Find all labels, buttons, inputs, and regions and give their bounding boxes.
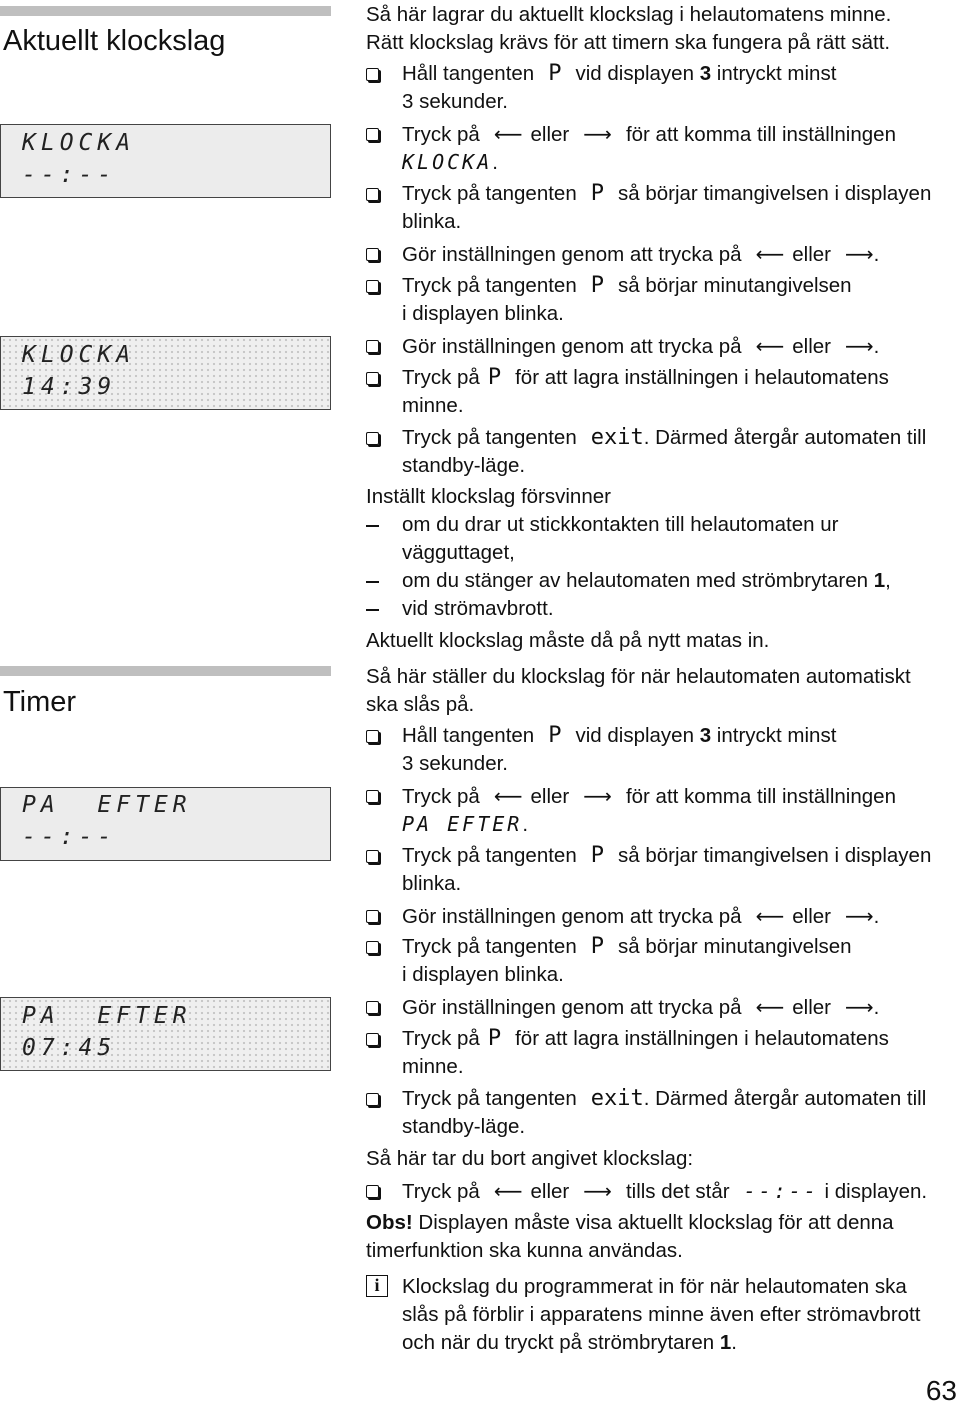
right-arrow-icon: ⟶: [845, 334, 874, 358]
clock-step-6: Gör inställningen genom att trycka på ⟵ eller ⟶.: [402, 334, 880, 358]
timer-step-8-cont: standby-läge.: [402, 1115, 526, 1138]
clock-step-1: Håll tangenten P vid displayen 3 intryckt minst: [402, 61, 837, 86]
clock-step-8-cont: standby-läge.: [402, 454, 526, 477]
clock-step-4: Gör inställningen genom att trycka på ⟵ eller ⟶.: [402, 242, 880, 266]
checkbox-icon: [366, 68, 379, 81]
display-line1: KLOCKA: [22, 342, 136, 368]
display-text-timer: PA EFTER: [402, 812, 523, 836]
page-number: 63: [925, 1375, 957, 1406]
display-line2: --:--: [22, 824, 117, 850]
timer-info-line1: Klockslag du programmerat in för när helautomaten ska: [402, 1275, 907, 1298]
timer-step-1-cont: 3 sekunder.: [402, 752, 508, 775]
right-arrow-icon: ⟶: [845, 995, 874, 1019]
left-arrow-icon: ⟵: [755, 334, 785, 358]
section-bar-timer: [0, 666, 331, 676]
right-arrow-icon: ⟶: [583, 784, 612, 808]
clock-step-5-cont: i displayen blinka.: [402, 302, 564, 325]
checkbox-icon: [366, 128, 379, 141]
checkbox-icon: [366, 1001, 379, 1014]
timer-step-3: Tryck på tangenten P så börjar timangivelsen i displayen: [402, 843, 932, 868]
left-arrow-icon: ⟵: [493, 784, 523, 808]
timer-step-1: Håll tangenten P vid displayen 3 intryckt minst: [402, 723, 837, 748]
checkbox-icon: [366, 248, 379, 261]
clock-step-7-cont: minne.: [402, 394, 464, 417]
dash-bullet: [366, 581, 379, 583]
timer-step-5-cont: i displayen blinka.: [402, 963, 564, 986]
timer-step-7-cont: minne.: [402, 1055, 464, 1078]
checkbox-icon: [366, 941, 379, 954]
checkbox-icon: [366, 1093, 379, 1106]
timer-intro-line1: Så här ställer du klockslag för när helautomaten automatiskt: [366, 665, 911, 688]
timer-remove-step: Tryck på ⟵ eller ⟶ tills det står --:-- i displayen.: [402, 1179, 928, 1203]
clock-intro-line1: Så här lagrar du aktuellt klockslag i helautomatens minne.: [366, 3, 892, 26]
timer-step-3-cont: blinka.: [402, 872, 462, 895]
clock-step-5: Tryck på tangenten P så börjar minutangivelsen: [402, 273, 852, 298]
display-clock-unset: [0, 124, 331, 198]
checkbox-icon: [366, 188, 379, 201]
p-key-icon: P: [487, 1026, 502, 1051]
clock-lost-2: om du stänger av helautomaten med strömbrytaren 1,: [402, 569, 891, 592]
timer-info-line3: och när du tryckt på strömbrytaren 1.: [402, 1331, 737, 1354]
p-key-icon: P: [590, 273, 604, 298]
display-line1: PA EFTER: [22, 1003, 192, 1029]
timer-step-5: Tryck på tangenten P så börjar minutangivelsen: [402, 934, 852, 959]
timer-remove-heading: Så här tar du bort angivet klockslag:: [366, 1147, 694, 1170]
checkbox-icon: [366, 730, 379, 743]
timer-step-8: Tryck på tangenten exit. Därmed återgår automaten till: [402, 1086, 927, 1111]
timer-obs-line2: timerfunktion ska kunna användas.: [366, 1239, 683, 1262]
checkbox-icon: [366, 372, 379, 385]
clock-step-3-cont: blinka.: [402, 210, 462, 233]
clock-step-8: Tryck på tangenten exit. Därmed återgår automaten till: [402, 425, 927, 450]
obs-label: Obs!: [366, 1211, 413, 1234]
clock-step-2: Tryck på ⟵ eller ⟶ för att komma till inställningen: [402, 122, 896, 146]
clock-lost-footer: Aktuellt klockslag måste då på nytt matas in.: [366, 629, 770, 652]
checkbox-icon: [366, 910, 379, 923]
timer-step-7: Tryck på P för att lagra inställningen i helautomatens: [402, 1026, 889, 1051]
timer-obs-line1: Obs! Displayen måste visa aktuellt klockslag för att denna: [366, 1211, 894, 1234]
display-text-blank: --:--: [743, 1179, 819, 1203]
display-clock-set: [0, 336, 331, 410]
p-key-icon: P: [590, 934, 604, 959]
checkbox-icon: [366, 1033, 379, 1046]
display-line2: 14:39: [22, 374, 117, 400]
display-line1: KLOCKA: [22, 130, 136, 156]
heading-timer: Timer: [3, 686, 77, 718]
left-arrow-icon: ⟵: [755, 904, 785, 928]
timer-step-6: Gör inställningen genom att trycka på ⟵ eller ⟶.: [402, 995, 880, 1019]
p-key-icon: P: [548, 61, 562, 86]
display-line2: 07:45: [22, 1035, 117, 1061]
clock-lost-1-cont: vägguttaget,: [402, 541, 515, 564]
timer-step-2: Tryck på ⟵ eller ⟶ för att komma till inställningen: [402, 784, 896, 808]
clock-step-7: Tryck på P för att lagra inställningen i helautomatens: [402, 365, 889, 390]
clock-lost-1: om du drar ut stickkontakten till helautomaten ur: [402, 513, 839, 536]
p-key-icon: P: [590, 181, 604, 206]
clock-lost-heading: Inställt klockslag försvinner: [366, 485, 611, 508]
clock-step-1-cont: 3 sekunder.: [402, 90, 508, 113]
info-icon: i: [366, 1275, 388, 1297]
left-arrow-icon: ⟵: [755, 995, 785, 1019]
right-arrow-icon: ⟶: [845, 242, 874, 266]
timer-step-2-cont: PA EFTER.: [402, 812, 529, 836]
exit-key-icon: exit: [590, 1086, 644, 1111]
checkbox-icon: [366, 850, 379, 863]
right-arrow-icon: ⟶: [583, 1179, 612, 1203]
clock-step-2-cont: KLOCKA.: [402, 150, 498, 174]
timer-intro-line2: ska slås på.: [366, 693, 475, 716]
checkbox-icon: [366, 790, 379, 803]
p-key-icon: P: [487, 365, 502, 390]
exit-key-icon: exit: [590, 425, 644, 450]
left-arrow-icon: ⟵: [755, 242, 785, 266]
clock-step-3: Tryck på tangenten P så börjar timangivelsen i displayen: [402, 181, 932, 206]
checkbox-icon: [366, 1185, 379, 1198]
checkbox-icon: [366, 340, 379, 353]
timer-step-4: Gör inställningen genom att trycka på ⟵ eller ⟶.: [402, 904, 880, 928]
right-arrow-icon: ⟶: [845, 904, 874, 928]
section-bar-clock: [0, 6, 331, 16]
p-key-icon: P: [548, 723, 562, 748]
heading-current-time: Aktuellt klockslag: [3, 25, 226, 57]
p-key-icon: P: [590, 843, 604, 868]
left-arrow-icon: ⟵: [493, 122, 523, 146]
display-timer-unset: [0, 787, 331, 861]
display-text-clock: KLOCKA: [402, 150, 493, 174]
checkbox-icon: [366, 432, 379, 445]
right-arrow-icon: ⟶: [583, 122, 612, 146]
left-arrow-icon: ⟵: [493, 1179, 523, 1203]
dash-bullet: [366, 525, 379, 527]
display-line1: PA EFTER: [22, 792, 192, 818]
dash-bullet: [366, 609, 379, 611]
timer-info-line2: slås på förblir i apparatens minne även efter strömavbrott: [402, 1303, 921, 1326]
checkbox-icon: [366, 280, 379, 293]
display-timer-set: [0, 997, 331, 1071]
display-line2: --:--: [22, 162, 117, 188]
clock-intro-line2: Rätt klockslag krävs för att timern ska fungera på rätt sätt.: [366, 31, 891, 54]
clock-lost-3: vid strömavbrott.: [402, 597, 554, 620]
